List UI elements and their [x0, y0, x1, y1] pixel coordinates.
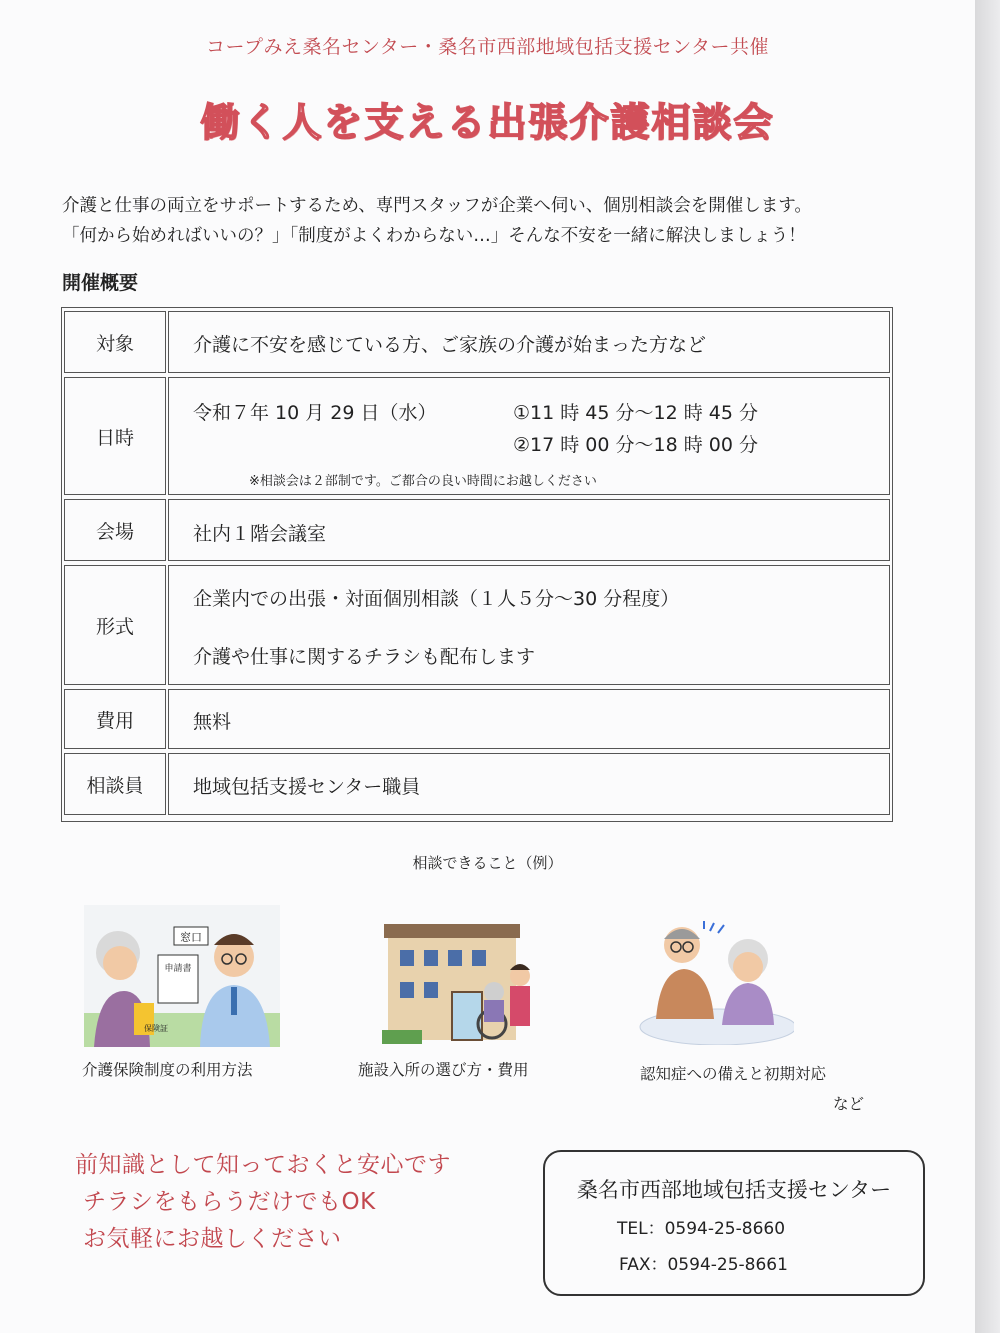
table-row [62, 565, 892, 685]
message-line-1: 前知識として知っておくと安心です [75, 1152, 451, 1178]
counter-consultation-illustration [84, 905, 280, 1047]
overview-heading: 開催概要 [62, 272, 139, 294]
row-value-cost [168, 689, 890, 749]
target-text: 介護に不安を感じている方、ご家族の介護が始まった方など [193, 334, 707, 356]
row-label-consultant: 相談員 [64, 753, 166, 815]
row-label-cost: 費用 [64, 689, 166, 749]
venue-text: 社内１階会議室 [193, 523, 327, 545]
overview-table [61, 307, 893, 822]
time-slot-2: ②17 時 00 分～18 時 00 分 [513, 434, 758, 456]
format-text-1: 企業内での出張・対面個別相談（１人５分～30 分程度） [193, 588, 680, 610]
example-caption-facility: 施設入所の選び方・費用 [358, 1061, 529, 1079]
example-caption-dementia: 認知症への備えと初期対応 [640, 1065, 827, 1083]
contact-organization: 桑名市西部地域包括支援センター [576, 1178, 892, 1202]
message-line-3: お気軽にお越しください [83, 1226, 342, 1252]
example-caption-insurance: 介護保険制度の利用方法 [82, 1061, 253, 1079]
cost-text: 無料 [193, 711, 232, 733]
intro-line-2: 「何から始めればいいの？」「制度がよくわからない…」そんな不安を一緒に解決しましょう！ [62, 226, 806, 246]
session-note: ※相談会は２部制です。ご都合の良い時間にお越しください [249, 474, 597, 489]
consultant-text: 地域包括支援センター職員 [193, 776, 421, 798]
row-label-format: 形式 [64, 565, 166, 685]
examples-heading: 相談できること（例） [412, 854, 563, 872]
format-text-2: 介護や仕事に関するチラシも配布します [193, 646, 536, 668]
row-value-target [168, 311, 890, 373]
insurance-card-text: 保険証 [144, 1024, 168, 1033]
table-row [62, 689, 892, 749]
row-value-datetime [168, 377, 890, 495]
main-title: 働く人を支える出張介護相談会 [200, 101, 775, 146]
contact-fax: FAX：0594-25-8661 [619, 1255, 788, 1275]
examples-etc: など [833, 1095, 865, 1113]
row-label-target: 対象 [64, 311, 166, 373]
row-value-consultant [168, 753, 890, 815]
care-facility-illustration [382, 920, 538, 1044]
time-slot-1: ①11 時 45 分～12 時 45 分 [513, 402, 758, 424]
row-label-datetime: 日時 [64, 377, 166, 495]
cohost-line: コープみえ桑名センター・桑名市西部地域包括支援センター共催 [205, 36, 770, 58]
row-value-venue [168, 499, 890, 561]
table-row [62, 311, 892, 373]
message-line-2: チラシをもらうだけでもOK [83, 1189, 376, 1215]
window-sign-text: 窓口 [180, 931, 202, 944]
intro-line-1: 介護と仕事の両立をサポートするため、専門スタッフが企業へ伺い、個別相談会を開催します。 [62, 196, 812, 216]
background-surface [975, 0, 1000, 1333]
contact-tel: TEL：0594-25-8660 [617, 1219, 786, 1239]
row-value-format [168, 565, 890, 685]
row-label-venue: 会場 [64, 499, 166, 561]
table-row [62, 499, 892, 561]
contact-box [543, 1150, 925, 1296]
table-row [62, 753, 892, 815]
table-row [62, 377, 892, 495]
dementia-care-illustration [634, 915, 794, 1045]
application-paper-text: 申請書 [164, 964, 192, 974]
event-date: 令和７年 10 月 29 日（水） [193, 402, 437, 424]
